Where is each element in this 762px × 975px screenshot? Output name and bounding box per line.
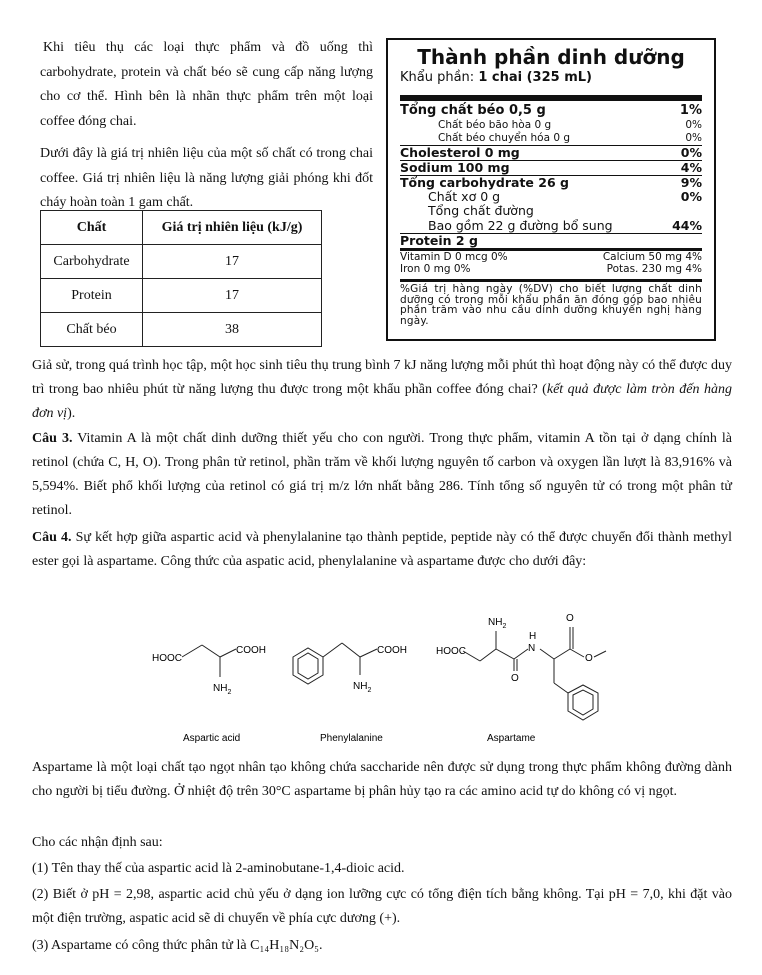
fuel-value-table (40, 210, 322, 347)
fiber-pct: 0% (680, 189, 702, 204)
aspartame-o-top: O (566, 613, 574, 624)
question-4-label: Câu 4. (32, 530, 72, 545)
total-sugar: Tổng chất đường (428, 203, 534, 218)
calcium: Calcium 50 mg 4% (602, 251, 702, 263)
total-carb-row (400, 176, 702, 190)
sodium: Sodium 100 mg (400, 160, 510, 175)
cholesterol-row (400, 146, 702, 160)
sodium-pct: 4% (680, 160, 702, 175)
mineral-row (400, 263, 702, 275)
aspartame-paragraph (32, 756, 732, 804)
sat-fat: Chất béo bão hòa 0 g (438, 119, 552, 131)
table-cell: 17 (143, 279, 322, 313)
phenylalanine-structure (293, 643, 377, 684)
label-divider (400, 279, 702, 282)
table-cell: Chất béo (41, 313, 143, 347)
aspartame-n: N (528, 643, 536, 654)
nutrition-label (386, 38, 716, 341)
table-header-cell: Chất (41, 211, 143, 245)
potassium: Potas. 230 mg 4% (606, 263, 702, 275)
serving-value: 1 chai (325 mL) (478, 70, 592, 85)
trans-fat: Chất béo chuyển hóa 0 g (438, 132, 571, 144)
total-sugar-row (400, 204, 702, 218)
table-cell: 17 (143, 245, 322, 279)
total-fat-pct: 1% (679, 103, 702, 118)
aspartame-name: Aspartame (487, 733, 536, 744)
table-cell: Carbohydrate (41, 245, 143, 279)
label-title: Thành phần dinh dưỡng (417, 45, 685, 69)
vitamin-row (400, 251, 702, 263)
table-row (41, 245, 322, 279)
total-carb-pct: 9% (680, 175, 702, 190)
trans-fat-row (400, 132, 702, 145)
iron: Iron 0 mg 0% (400, 263, 471, 275)
claim-3: (3) Aspartame có công thức phân tử là C₁₄H₁₈N₂O₅. (32, 938, 323, 953)
phenylalanine-name: Phenylalanine (320, 733, 383, 744)
table-row (41, 279, 322, 313)
question-3 (32, 427, 732, 523)
fiber: Chất xơ 0 g (428, 189, 501, 204)
claim-2: (2) Biết ở pH = 2,98, aspartic acid chủ yếu ở dạng ion lưỡng cực có tổng điện tích bằng không. Tại pH = 7,0, khi đặt vào một điện trường, aspatic acid sẽ di chuyển về phía cực dương (+). (32, 887, 732, 926)
sat-fat-row (400, 119, 702, 132)
cholesterol-pct: 0% (680, 145, 702, 160)
serving-size (400, 69, 702, 87)
aspartic-hooc: HOOC (152, 653, 182, 664)
phenylalanine-cooh: COOH (377, 645, 407, 656)
claims-intro: Cho các nhận định sau: (32, 835, 163, 850)
aspartame-nh2: $NH_2$ (488, 617, 507, 630)
question-4-text: Sự kết hợp giữa aspartic acid và phenylalanine tạo thành peptide, peptide này có thể được chuyển đổi thành methyl ester gọi là aspartame. Công thức của aspatic acid, phenylalanine và aspartame được cho dưới đây: (32, 530, 732, 569)
total-carb: Tổng carbohydrate 26 g (400, 175, 569, 190)
q2-text: Giả sử, trong quá trình học tập, một học sinh tiêu thụ trung bình 7 kJ năng lượng mỗi phút thì hoạt động này có thể được duy trì trong bao nhiêu phút từ năng lượng thu được trong một khẩu phần coffee đóng chai? ( (32, 358, 732, 397)
added-sugar-row (400, 218, 702, 233)
total-fat-row (400, 103, 702, 119)
aspartic-nh2: $NH_2$ (213, 683, 232, 696)
table-cell: 38 (143, 313, 322, 347)
q2-italic-note: kết quả được làm tròn đến hàng đơn vị (32, 382, 732, 421)
sat-fat-pct: 0% (685, 119, 702, 131)
fiber-row (400, 190, 702, 204)
serving-prefix: Khẩu phần: (400, 70, 479, 85)
aspartame-hooc: HOOC (436, 646, 466, 657)
label-footnote: %Giá trị hàng ngày (%DV) cho biết lượng chất dinh dưỡng có trong mỗi khẩu phần ăn đóng góp bao nhiêu phần trăm vào nhu cầu dinh dưỡng khuyến nghị hàng ngày. (400, 283, 702, 327)
claim-1: (1) Tên thay thế của aspartic acid là 2-aminobutane-1,4-dioic acid. (32, 861, 405, 876)
aspartic-acid-structure (182, 645, 236, 677)
aspartame-h: H (529, 631, 537, 642)
cholesterol: Cholesterol 0 mg (400, 145, 520, 160)
intro (40, 36, 373, 216)
aspartame-paragraph-text: Aspartame là một loại chất tạo ngọt nhân tạo không chứa saccharide nên được sử dụng trong thực phẩm không đường dành cho người bị tiểu đường. Ở nhiệt độ trên 30°C aspartame bị phân hủy tạo ra các amino acid tự do không có vị ngọt. (32, 760, 732, 799)
intro-paragraph-1: Khi tiêu thụ các loại thực phẩm và đồ uống thì carbohydrate, protein và chất béo sẽ cung cấp năng lượng cho cơ thể. Hình bên là nhãn thực phẩm trên một loại coffee đóng chai. (40, 40, 373, 129)
added-sugar-pct: 44% (672, 218, 702, 233)
protein-row (400, 234, 702, 248)
molecule-structures (130, 605, 630, 750)
question-3-label: Câu 3. (32, 431, 73, 446)
table-cell: Protein (41, 279, 143, 313)
label-divider (400, 95, 702, 101)
phenylalanine-nh2: $NH_2$ (353, 681, 372, 694)
q2-end: ). (67, 406, 76, 421)
question-2-continuation (32, 354, 732, 426)
added-sugar: Bao gồm 22 g đường bổ sung (428, 218, 613, 233)
sodium-row (400, 161, 702, 175)
protein: Protein 2 g (400, 233, 478, 248)
question-3-text: Vitamin A là một chất dinh dưỡng thiết yếu cho con người. Trong thực phẩm, vitamin A tồn tại ở dạng chính là retinol (chứa C, H, O). Trong phân tử retinol, phần trăm về khối lượng nguyên tố carbon và oxygen lần lượt là 83,916% và 5,594%. Biết phổ khối lượng của retinol có giá trị m/z lớn nhất bằng 286. Tính tổng số nguyên tử có trong một phân tử retinol. (32, 431, 732, 518)
intro-paragraph-2: Dưới đây là giá trị nhiên liệu của một số chất có trong chai coffee. Giá trị nhiên liệu là năng lượng giải phóng khi đốt cháy hoàn toàn 1 gam chất. (40, 146, 373, 210)
total-fat: Tổng chất béo 0,5 g (400, 103, 546, 118)
table-header-cell: Giá trị nhiên liệu (kJ/g) (143, 211, 322, 245)
aspartame-o-amide: O (511, 673, 519, 684)
trans-fat-pct: 0% (685, 132, 702, 144)
table-row (41, 313, 322, 347)
table-header-row (41, 211, 322, 245)
question-4 (32, 526, 732, 574)
aspartic-acid-name: Aspartic acid (183, 733, 241, 744)
aspartame-o-ester: O (585, 653, 593, 664)
vitamin-d: Vitamin D 0 mcg 0% (400, 251, 508, 263)
aspartic-cooh: COOH (236, 645, 266, 656)
